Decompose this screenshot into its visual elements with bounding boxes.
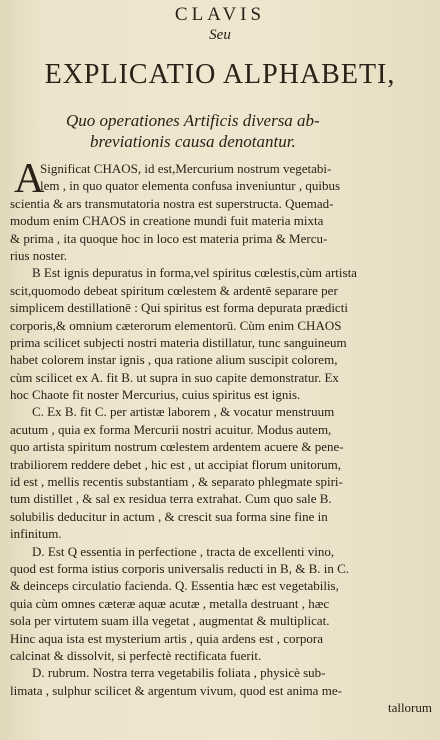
text-line: C. Ex B. fit C. per artistæ laborem , & vocatur menstruum [32, 404, 335, 420]
text-line: corporis,& omnium cæterorum elementorū. Cùm enim CHAOS [10, 317, 342, 333]
paragraph-d-rubrum [10, 664, 432, 716]
text-line: lem , in quo quator elementa confusa inveniuntur , quibus [40, 178, 341, 194]
text-line: solubilis deducitur in actum , & crescit sua forma sine fine in [10, 508, 328, 524]
paragraph-b [10, 264, 432, 403]
subtitle-line: Quo operationes Artificis diversa ab- [66, 111, 320, 130]
text-line: Hinc aqua ista est mysterium artis , quia ardens est , corpora [10, 630, 323, 646]
text-line: modum enim CHAOS in creatione mundi fuit materia mixta [10, 213, 324, 229]
text-line: scit,quomodo debeat spiritum cœlestem & ardentē separare per [10, 282, 338, 298]
text-line: limata , sulphur scilicet & argentum vivum, quod est anima me- [10, 682, 342, 698]
paragraph-d [10, 543, 432, 665]
text-line: acutum , quia ex forma Mercurii nostri acuitur. Modus autem, [10, 421, 332, 437]
text-line: & prima , ita quoque hoc in loco est materia prima & Mercu- [10, 230, 328, 246]
text-line: id est , mellis recentis substantiam , & separato phlegmate spiri- [10, 474, 343, 490]
text-line: prima scilicet subjecti nostri materia distillatur, tunc sanguineum [10, 334, 347, 350]
text-line: calcinat & dissolvit, si perfectè rectificata fuerit. [10, 647, 262, 663]
text-line: D. rubrum. Nostra terra vegetabilis foliata , physicè sub- [32, 665, 326, 681]
text-line: cùm scilicet ex A. fit B. ut supra in suo capite demonstratur. Ex [10, 369, 339, 385]
paragraph-c [10, 403, 432, 542]
text-line: Significat CHAOS, id est,Mercurium nostrum vegetabi- [40, 161, 332, 176]
text-line: scientia & ars transmutatoria nostra est superstructa. Quemad- [10, 195, 334, 211]
paragraph-a [10, 156, 432, 264]
text-line: habet colorem instar ignis , qua ratione alium suscipit colorem, [10, 352, 338, 368]
text-line: quod est forma istius corporis universalis reducti in B, & B. in C. [10, 560, 350, 576]
page-subtitle [66, 110, 406, 152]
page-heading-title: CLAVIS [174, 4, 266, 25]
text-line: infinitum. [10, 526, 62, 542]
drop-cap: A [14, 156, 45, 202]
text-line: rius noster. [10, 247, 68, 263]
text-line: D. Est Q essentia in perfectione , tracta de excellenti vino, [32, 543, 335, 559]
page-heading-main: EXPLICATIO ALPHABETI, [44, 59, 396, 90]
text-line: & deinceps circulatio facienda. Q. Essentia hæc est vegetabilis, [10, 578, 339, 594]
text-line: trabiliorem reddere debet , hic est , ut accipiat florum unitorum, [10, 456, 342, 472]
text-line: B Est ignis depuratus in forma,vel spiritus cœlestis,cùm artista [32, 265, 357, 281]
page-heading-connector: Seu [209, 27, 231, 43]
text-line: tallorum [387, 700, 432, 716]
text-line: hoc Chaote fit noster Mercurius, cuius spiritus est ignis. [10, 387, 301, 403]
subtitle-line: breviationis causa denotantur. [90, 132, 296, 151]
text-line: quia cùm omnes cæteræ aquæ acutæ , metalla destruant , hæc [10, 595, 330, 611]
text-line: quo artista spiritum nostrum cœlestem ardentem acuere & pene- [10, 439, 344, 455]
text-line: simplicem destillationē : Qui spiritus est forma depurata prædicti [10, 300, 348, 316]
body-text [10, 156, 432, 717]
text-line: tum distillet , & sal ex residua terra extrahat. Cum quo sale B. [10, 491, 332, 507]
text-line: sola per virtutem suam illa vegetat , augmentat & multiplicat. [10, 613, 330, 629]
